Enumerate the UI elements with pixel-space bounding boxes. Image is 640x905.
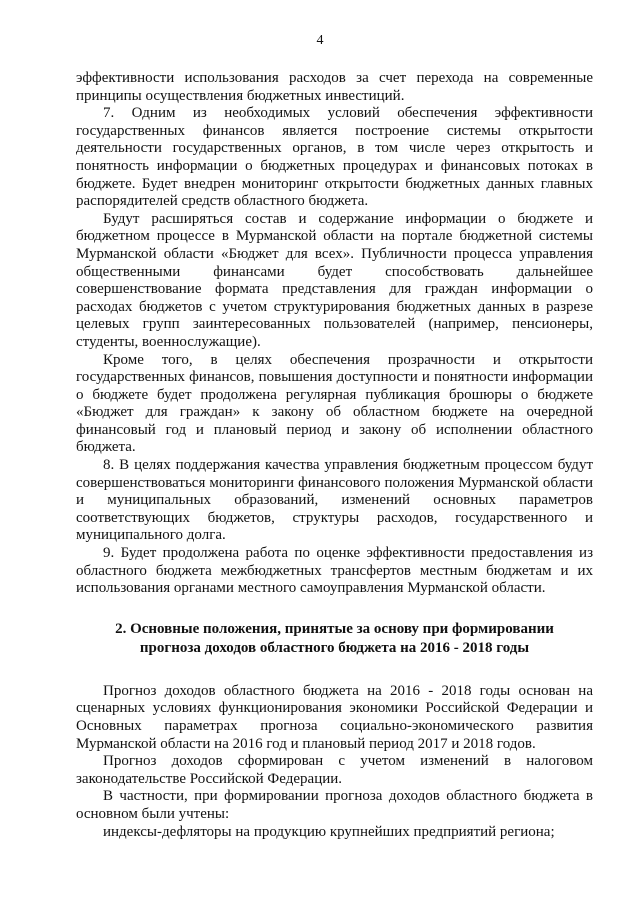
paragraph: Будут расширяться состав и содержание информации о бюджете и бюджетном процессе в Мурманской области на портале бюджетной системы Мурманской области «Бюджет для всех». Публичности процесса управления общественными финансами будет способствовать дальнейшее совершенствование формата представления для граждан информации о расходах бюджетов с учетом структурирования бюджетных данных в разрезе целевых групп заинтересованных пользователей (например, пенсионеры, студенты, военнослужащие).	[76, 210, 593, 350]
paragraph: Прогноз доходов областного бюджета на 2016 - 2018 годы основан на сценарных условиях функционирования экономики Российской Федерации и Основных параметрах прогноза социально-экономического развития Мурманской области на 2016 год и плановый период 2017 и 2018 годов.	[76, 682, 593, 752]
page-number: 4	[316, 33, 324, 48]
paragraph: Прогноз доходов сформирован с учетом изменений в налоговом законодательстве Российской Федерации.	[76, 753, 593, 787]
paragraph: Кроме того, в целях обеспечения прозрачности и открытости государственных финансов, повышения доступности и понятности информации о бюджете будет продолжена регулярная публикация брошюры о бюджете «Бюджет для граждан» к закону об областном бюджете на очередной финансовый год и плановый период и закону об исполнении областного бюджета.	[76, 351, 593, 456]
paragraph: индексы-дефляторы на продукцию крупнейших предприятий региона;	[103, 823, 555, 840]
section-heading-line: 2. Основные положения, принятые за основу при формировании	[115, 620, 554, 637]
paragraph: В частности, при формировании прогноза доходов областного бюджета в основном были учтены:	[76, 788, 593, 822]
document-body	[76, 70, 593, 841]
paragraph: 8. В целях поддержания качества управления бюджетным процессом будут совершенствоваться мониторинги финансового положения Мурманской области и муниципальных образований, изменений основных параметров соответствующих бюджетов, структуры расходов, государственного и муниципального долга.	[76, 457, 593, 544]
paragraph: эффективности использования расходов за счет перехода на современные принципы осуществления бюджетных инвестиций.	[76, 70, 593, 104]
paragraph: 7. Одним из необходимых условий обеспечения эффективности государственных финансов является построение системы открытости деятельности государственных органов, в том числе через открытость и понятность информации о бюджетных процедурах и финансовых потоках в бюджете. Будет внедрен мониторинг открытости бюджетных данных главных распорядителей средств областного бюджета.	[76, 105, 593, 210]
section-heading	[76, 620, 593, 658]
paragraph: 9. Будет продолжена работа по оценке эффективности предоставления из областного бюджета межбюджетных трансфертов местным бюджетам и их использования органами местного самоуправления Мурманской области.	[76, 545, 593, 597]
section-heading-line: прогноза доходов областного бюджета на 2016 - 2018 годы	[139, 639, 530, 656]
